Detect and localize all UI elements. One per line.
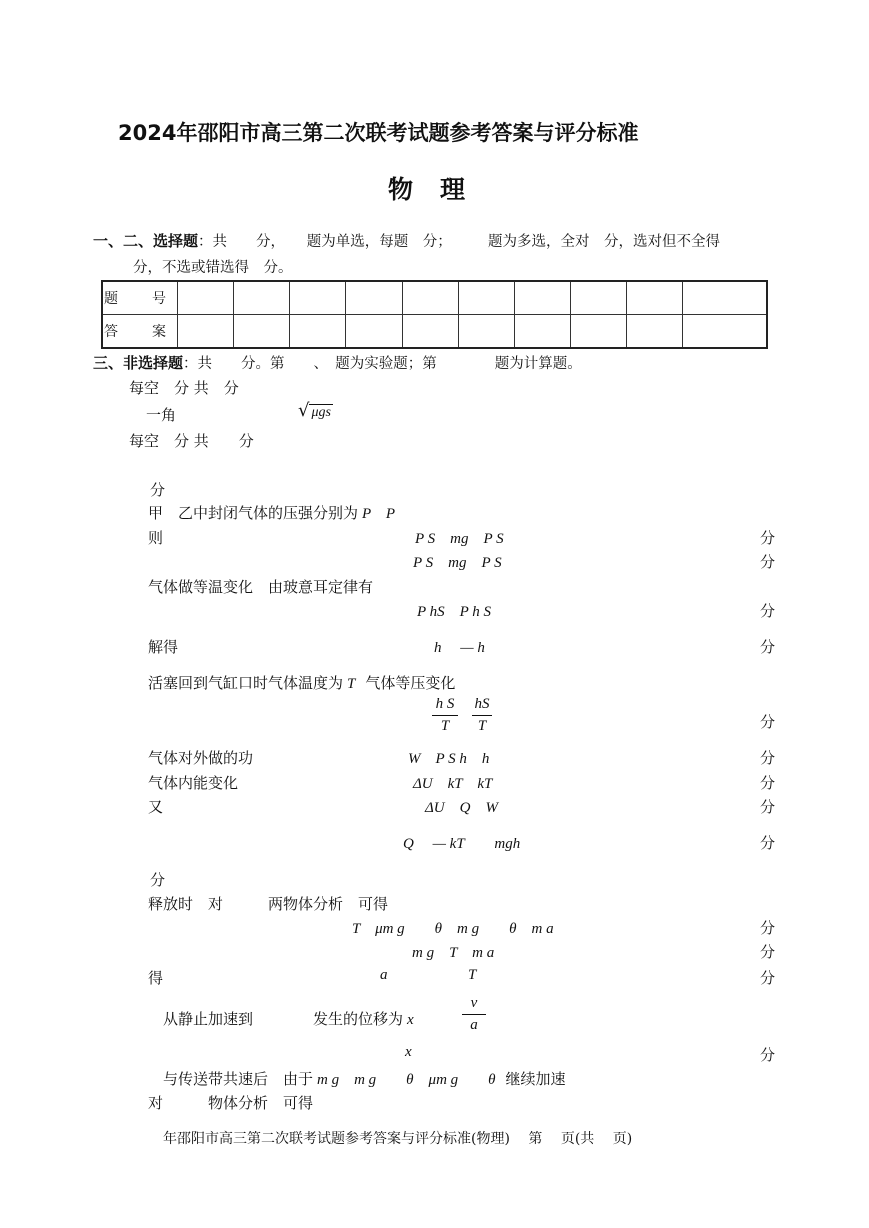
- answer-cell: [627, 315, 683, 349]
- section3-text: ：共 分。第 、 题为实验题；第 题为计算题。: [183, 356, 582, 372]
- q14-line5-text: 从静止加速到 发生的位移为: [163, 1010, 404, 1028]
- answer-cell: [178, 315, 234, 349]
- answer-cell: [514, 315, 570, 349]
- q12-line1: 每空 分 共 分: [129, 432, 254, 450]
- q13-line6-eq: h — h: [434, 640, 485, 656]
- q13-line11-label: 又: [148, 798, 164, 816]
- fraction-numerator: h S: [435, 696, 455, 712]
- q14-line4-eq-b: T: [468, 967, 477, 983]
- answer-cell: [178, 281, 234, 315]
- section3-label: 三、非选择题: [93, 354, 184, 372]
- page-title: 2024年邵阳市高三第二次联考试题参考答案与评分标准: [118, 121, 639, 145]
- q13-line7: [148, 672, 455, 693]
- q13-line9-eq: W P S h h: [408, 751, 490, 767]
- section3-line: [93, 352, 582, 373]
- q13-line1: [148, 502, 395, 523]
- answer-cell: [683, 315, 767, 349]
- q14-line1: 释放时 对 两物体分析 可得: [148, 895, 389, 913]
- q13-points: 分: [760, 529, 776, 547]
- q13-points: 分: [760, 713, 776, 731]
- q14-line3-eq: m g T m a: [412, 945, 495, 961]
- answer-cell: [402, 281, 458, 315]
- answer-cell: [290, 281, 346, 315]
- answer-cell: [627, 281, 683, 315]
- q13-line7-var: T: [347, 676, 356, 692]
- q13-line7-text: 活塞回到气缸口时气体温度为: [148, 674, 344, 692]
- subject-title: 物 理: [388, 175, 467, 204]
- q13-line7-tail: 气体等压变化: [365, 674, 456, 692]
- answer-cell: [458, 281, 514, 315]
- q13-line1-text: 甲 乙中封闭气体的压强分别为: [148, 504, 359, 522]
- q11-sqrt: [298, 400, 333, 421]
- q14-line5: [163, 1008, 414, 1029]
- fraction-denominator: T: [477, 718, 487, 734]
- q13-points: 分: [760, 798, 776, 816]
- q13-points: 分: [760, 834, 776, 852]
- q14-line6-eq: x: [405, 1044, 412, 1060]
- answer-cell: [346, 315, 402, 349]
- table-row: [102, 281, 767, 315]
- q13-line10-label: 气体内能变化: [148, 774, 239, 792]
- q14-line4-label: 得: [148, 969, 164, 987]
- sqrt-icon: √: [298, 400, 310, 421]
- answer-cell: [402, 315, 458, 349]
- fraction-numerator: v: [470, 995, 478, 1011]
- q14-points: 分: [760, 1046, 776, 1064]
- q11-line1: 每空 分 共 分: [129, 379, 239, 397]
- answer-cell: [570, 315, 626, 349]
- q14-points: 分: [760, 969, 776, 987]
- q13-line2-eq: P S mg P S: [415, 531, 504, 547]
- q13-line11-eq: ΔU Q W: [425, 800, 498, 816]
- q13-points: 分: [760, 553, 776, 571]
- q13-line3-eq: P S mg P S: [413, 555, 502, 571]
- q14-points-header: 分: [150, 871, 166, 889]
- fraction-denominator: a: [470, 1017, 478, 1033]
- fraction-bar: [432, 715, 458, 716]
- q13-line5-eq: P hS P h S: [417, 604, 492, 620]
- answer-cell: [346, 281, 402, 315]
- fraction-numerator: hS: [474, 696, 490, 712]
- q13-line1-eq: P P: [362, 506, 396, 522]
- q14-points: 分: [760, 943, 776, 961]
- answer-cell: [234, 281, 290, 315]
- q13-line10-eq: ΔU kT kT: [413, 776, 493, 792]
- q13-points: 分: [760, 638, 776, 656]
- q11-radicand: μgs: [311, 405, 331, 420]
- row-label-answer: 答 案: [102, 315, 178, 349]
- answer-cell: [514, 281, 570, 315]
- q14-line7-text: 与传送带共速后 由于: [163, 1070, 314, 1088]
- q11-line2: 一角: [146, 406, 177, 424]
- q14-line8: 对 物体分析 可得: [148, 1094, 314, 1112]
- q13-points: 分: [760, 602, 776, 620]
- q14-points: 分: [760, 919, 776, 937]
- q13-fraction-2: [472, 696, 492, 735]
- answer-cell: [234, 315, 290, 349]
- answer-table: [101, 280, 768, 349]
- q14-line2-eq: T μm g θ m g θ m a: [352, 921, 554, 937]
- q13-line2-label: 则: [148, 529, 164, 547]
- section1-line1: [93, 230, 720, 251]
- q13-points: 分: [760, 749, 776, 767]
- section1-text: ：共 分， 题为单选，每题 分； 题为多选，全对 分，选对但不全得: [198, 234, 721, 250]
- fraction-bar: [462, 1014, 486, 1015]
- answer-cell: [683, 281, 767, 315]
- q13-line4: 气体做等温变化 由玻意耳定律有: [148, 578, 374, 596]
- fraction-denominator: T: [440, 718, 450, 734]
- row-label-question-number: 题 号: [102, 281, 178, 315]
- q14-line7-tail: 继续加速: [505, 1070, 566, 1088]
- q14-fraction: [462, 995, 486, 1034]
- q13-points: 分: [760, 774, 776, 792]
- q14-line7-eq: m g m g θ μm g θ: [317, 1072, 496, 1088]
- table-row: [102, 315, 767, 349]
- section1-line2: 分，不选或错选得 分。: [133, 260, 293, 276]
- answer-cell: [458, 315, 514, 349]
- q13-fraction-1: [432, 696, 458, 735]
- q14-line5-var: x: [407, 1012, 414, 1028]
- fraction-bar: [472, 715, 492, 716]
- q13-line9-label: 气体对外做的功: [148, 749, 254, 767]
- q13-line6-label: 解得: [148, 638, 179, 656]
- section1-label: 一、二、选择题: [93, 232, 199, 250]
- q13-points-header: 分: [150, 481, 166, 499]
- answer-cell: [290, 315, 346, 349]
- q14-line7: [163, 1068, 566, 1089]
- answer-cell: [570, 281, 626, 315]
- q13-line12-eq: Q — kT mgh: [403, 836, 521, 852]
- page-footer: 年邵阳市高三第二次联考试题参考答案与评分标准(物理) 第 页(共 页): [163, 1131, 633, 1147]
- q14-line4-eq-a: a: [380, 967, 388, 983]
